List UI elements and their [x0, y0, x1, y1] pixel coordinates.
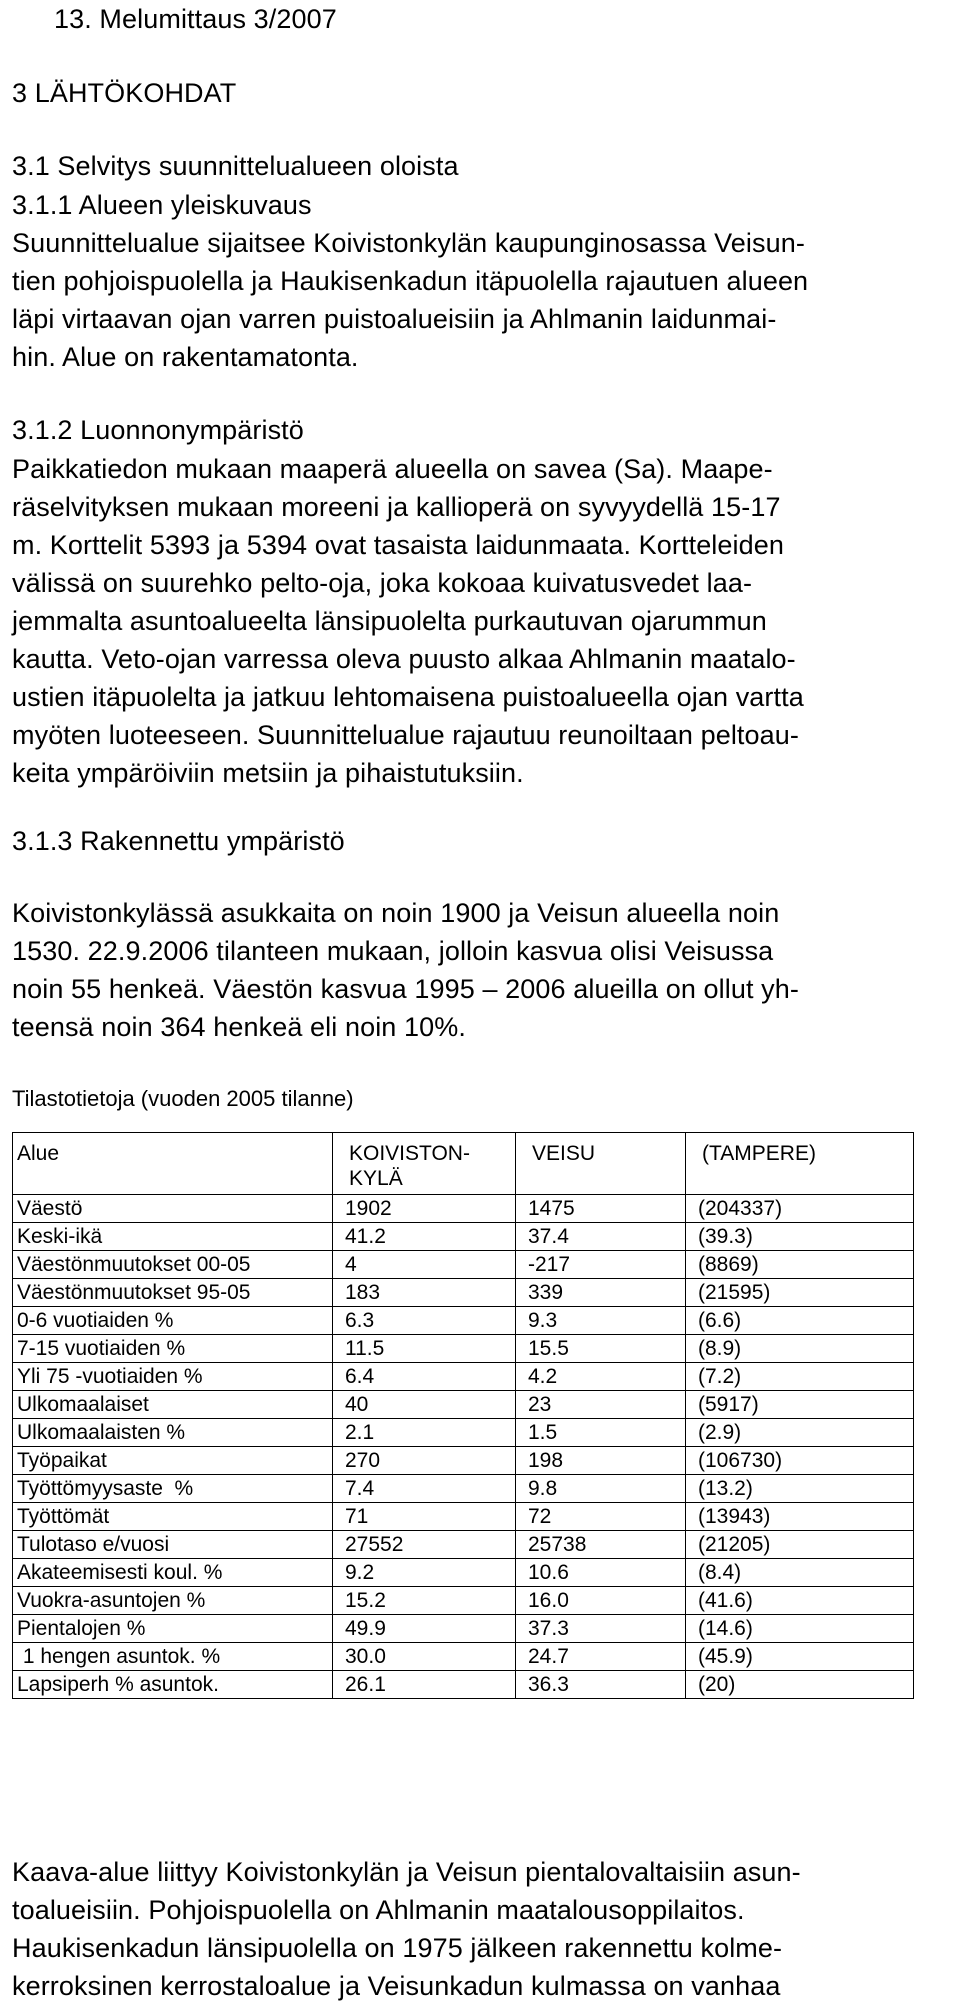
- paragraph-line: Kaava-alue liittyy Koivistonkylän ja Veisun pientalovaltaisiin asun-: [12, 1857, 801, 1887]
- table-row-label: Pientalojen %: [13, 1615, 333, 1643]
- table-row: [13, 1447, 914, 1475]
- table-cell: 25738: [516, 1531, 686, 1559]
- paragraph-line: Haukisenkadun länsipuolella on 1975 jälkeen rakennettu kolme-: [12, 1933, 783, 1963]
- paragraph-line: myöten luoteeseen. Suunnittelualue rajautuu reunoiltaan peltoau-: [12, 720, 799, 750]
- table-cell: 72: [516, 1503, 686, 1531]
- table-cell: 270: [333, 1447, 516, 1475]
- table-cell: (13943): [686, 1503, 914, 1531]
- table-header-cell: (TAMPERE): [686, 1133, 914, 1195]
- table-cell: (7.2): [686, 1363, 914, 1391]
- table-row: [13, 1475, 914, 1503]
- table-cell: (21205): [686, 1531, 914, 1559]
- table-cell: (21595): [686, 1279, 914, 1307]
- heading-3-1-1: 3.1.1 Alueen yleiskuvaus: [12, 190, 312, 220]
- table-cell: 23: [516, 1391, 686, 1419]
- table-row-label: Työttömyysaste %: [13, 1475, 333, 1503]
- table-cell: (2.9): [686, 1419, 914, 1447]
- paragraph-line: teensä noin 364 henkeä eli noin 10%.: [12, 1012, 466, 1042]
- table-row-label: Tulotaso e/vuosi: [13, 1531, 333, 1559]
- table-cell: 4.2: [516, 1363, 686, 1391]
- table-cell: 4: [333, 1251, 516, 1279]
- paragraph-line: tien pohjoispuolella ja Haukisenkadun itäpuolella rajautuen alueen: [12, 266, 809, 296]
- table-cell: (45.9): [686, 1643, 914, 1671]
- table-row-label: Työttömät: [13, 1503, 333, 1531]
- table-row: [13, 1223, 914, 1251]
- table-row-label: Väestö: [13, 1195, 333, 1223]
- statistics-table: [12, 1132, 914, 1699]
- table-cell: 198: [516, 1447, 686, 1475]
- table-row-label: Väestönmuutokset 00-05: [13, 1251, 333, 1279]
- table-cell: 40: [333, 1391, 516, 1419]
- heading-3-1-3: 3.1.3 Rakennettu ympäristö: [12, 826, 345, 856]
- paragraph-line: keita ympäröiviin metsiin ja pihaistutuksiin.: [12, 758, 524, 788]
- table-cell: 16.0: [516, 1587, 686, 1615]
- table-cell: 71: [333, 1503, 516, 1531]
- paragraph-line: jemmalta asuntoalueelta länsipuolelta purkautuvan ojarummun: [12, 606, 767, 636]
- table-row: [13, 1391, 914, 1419]
- paragraph-line: 1530. 22.9.2006 tilanteen mukaan, jolloin kasvua olisi Veisussa: [12, 936, 774, 966]
- table-row-label: 1 hengen asuntok. %: [13, 1643, 333, 1671]
- table-cell: 36.3: [516, 1671, 686, 1699]
- table-cell: (14.6): [686, 1615, 914, 1643]
- table-cell: 26.1: [333, 1671, 516, 1699]
- paragraph-line: m. Korttelit 5393 ja 5394 ovat tasaista laidunmaata. Kortteleiden: [12, 530, 784, 560]
- table-header-cell: KOIVISTON- KYLÄ: [333, 1133, 516, 1195]
- paragraph-line: välissä on suurehko pelto-oja, joka kokoaa kuivatusvedet laa-: [12, 568, 753, 598]
- heading-3: 3 LÄHTÖKOHDAT: [12, 78, 237, 108]
- table-header-row: [13, 1133, 914, 1195]
- table-row-label: Työpaikat: [13, 1447, 333, 1475]
- table-cell: 9.8: [516, 1475, 686, 1503]
- paragraph-line: kerroksinen kerrostaloalue ja Veisunkadun kulmassa on vanhaa: [12, 1971, 781, 2001]
- table-cell: 49.9: [333, 1615, 516, 1643]
- table-cell: 27552: [333, 1531, 516, 1559]
- heading-3-1-2: 3.1.2 Luonnonympäristö: [12, 415, 304, 445]
- table-row-label: Ulkomaalaisten %: [13, 1419, 333, 1447]
- table-cell: 9.2: [333, 1559, 516, 1587]
- table-row: [13, 1531, 914, 1559]
- table-row: [13, 1643, 914, 1671]
- table-row: [13, 1671, 914, 1699]
- table-cell: 1902: [333, 1195, 516, 1223]
- table-row-label: 0-6 vuotiaiden %: [13, 1307, 333, 1335]
- table-cell: 15.5: [516, 1335, 686, 1363]
- table-cell: 339: [516, 1279, 686, 1307]
- table-cell: (8.4): [686, 1559, 914, 1587]
- paragraph-line: läpi virtaavan ojan varren puistoalueisiin ja Ahlmanin laidunmai-: [12, 304, 777, 334]
- table-row: [13, 1195, 914, 1223]
- table-row: [13, 1279, 914, 1307]
- table-cell: (39.3): [686, 1223, 914, 1251]
- paragraph-line: Suunnittelualue sijaitsee Koivistonkylän kaupunginosassa Veisun-: [12, 228, 805, 258]
- table-caption: Tilastotietoja (vuoden 2005 tilanne): [12, 1086, 354, 1111]
- table-cell: 6.4: [333, 1363, 516, 1391]
- table-row: [13, 1335, 914, 1363]
- table-header-cell: Alue: [13, 1133, 333, 1195]
- paragraph-line: Koivistonkylässä asukkaita on noin 1900 ja Veisun alueella noin: [12, 898, 780, 928]
- table-header-cell: VEISU: [516, 1133, 686, 1195]
- table-cell: 15.2: [333, 1587, 516, 1615]
- table-row-label: 7-15 vuotiaiden %: [13, 1335, 333, 1363]
- table-cell: 30.0: [333, 1643, 516, 1671]
- table-cell: 11.5: [333, 1335, 516, 1363]
- table-cell: (5917): [686, 1391, 914, 1419]
- table-cell: 1.5: [516, 1419, 686, 1447]
- table-cell: 7.4: [333, 1475, 516, 1503]
- table-row-label: Ulkomaalaiset: [13, 1391, 333, 1419]
- table-row-label: Keski-ikä: [13, 1223, 333, 1251]
- table-row: [13, 1307, 914, 1335]
- table-row: [13, 1503, 914, 1531]
- table-cell: 183: [333, 1279, 516, 1307]
- table-cell: 6.3: [333, 1307, 516, 1335]
- table-cell: (41.6): [686, 1587, 914, 1615]
- table-cell: (8869): [686, 1251, 914, 1279]
- table-row-label: Väestönmuutokset 95-05: [13, 1279, 333, 1307]
- table-cell: 41.2: [333, 1223, 516, 1251]
- paragraph-line: Paikkatiedon mukaan maaperä alueella on savea (Sa). Maape-: [12, 454, 773, 484]
- table-cell: (13.2): [686, 1475, 914, 1503]
- table-cell: (6.6): [686, 1307, 914, 1335]
- table-cell: 10.6: [516, 1559, 686, 1587]
- table-cell: 2.1: [333, 1419, 516, 1447]
- table-row: [13, 1559, 914, 1587]
- table-cell: (8.9): [686, 1335, 914, 1363]
- table-cell: (106730): [686, 1447, 914, 1475]
- table-row-label: Lapsiperh % asuntok.: [13, 1671, 333, 1699]
- table-cell: 37.3: [516, 1615, 686, 1643]
- table-cell: 37.4: [516, 1223, 686, 1251]
- table-row: [13, 1419, 914, 1447]
- table-cell: -217: [516, 1251, 686, 1279]
- table-cell: (204337): [686, 1195, 914, 1223]
- table-cell: 1475: [516, 1195, 686, 1223]
- table-row-label: Akateemisesti koul. %: [13, 1559, 333, 1587]
- table-row: [13, 1251, 914, 1279]
- table-row-label: Yli 75 -vuotiaiden %: [13, 1363, 333, 1391]
- table-row-label: Vuokra-asuntojen %: [13, 1587, 333, 1615]
- table-cell: (20): [686, 1671, 914, 1699]
- table-row: [13, 1615, 914, 1643]
- table-row: [13, 1363, 914, 1391]
- table-cell: 9.3: [516, 1307, 686, 1335]
- paragraph-line: toalueisiin. Pohjoispuolella on Ahlmanin maatalousoppilaitos.: [12, 1895, 745, 1925]
- paragraph-line: ustien itäpuolelta ja jatkuu lehtomaisena puistoalueella ojan vartta: [12, 682, 804, 712]
- table-cell: 24.7: [516, 1643, 686, 1671]
- paragraph-line: noin 55 henkeä. Väestön kasvua 1995 – 2006 alueilla on ollut yh-: [12, 974, 799, 1004]
- paragraph-line: räselvityksen mukaan moreeni ja kallioperä on syvyydellä 15-17: [12, 492, 781, 522]
- section-date: 13. Melumittaus 3/2007: [54, 4, 337, 34]
- paragraph-line: kautta. Veto-ojan varressa oleva puusto alkaa Ahlmanin maatalo-: [12, 644, 796, 674]
- table-row: [13, 1587, 914, 1615]
- heading-3-1: 3.1 Selvitys suunnittelualueen oloista: [12, 151, 459, 181]
- paragraph-line: hin. Alue on rakentamatonta.: [12, 342, 359, 372]
